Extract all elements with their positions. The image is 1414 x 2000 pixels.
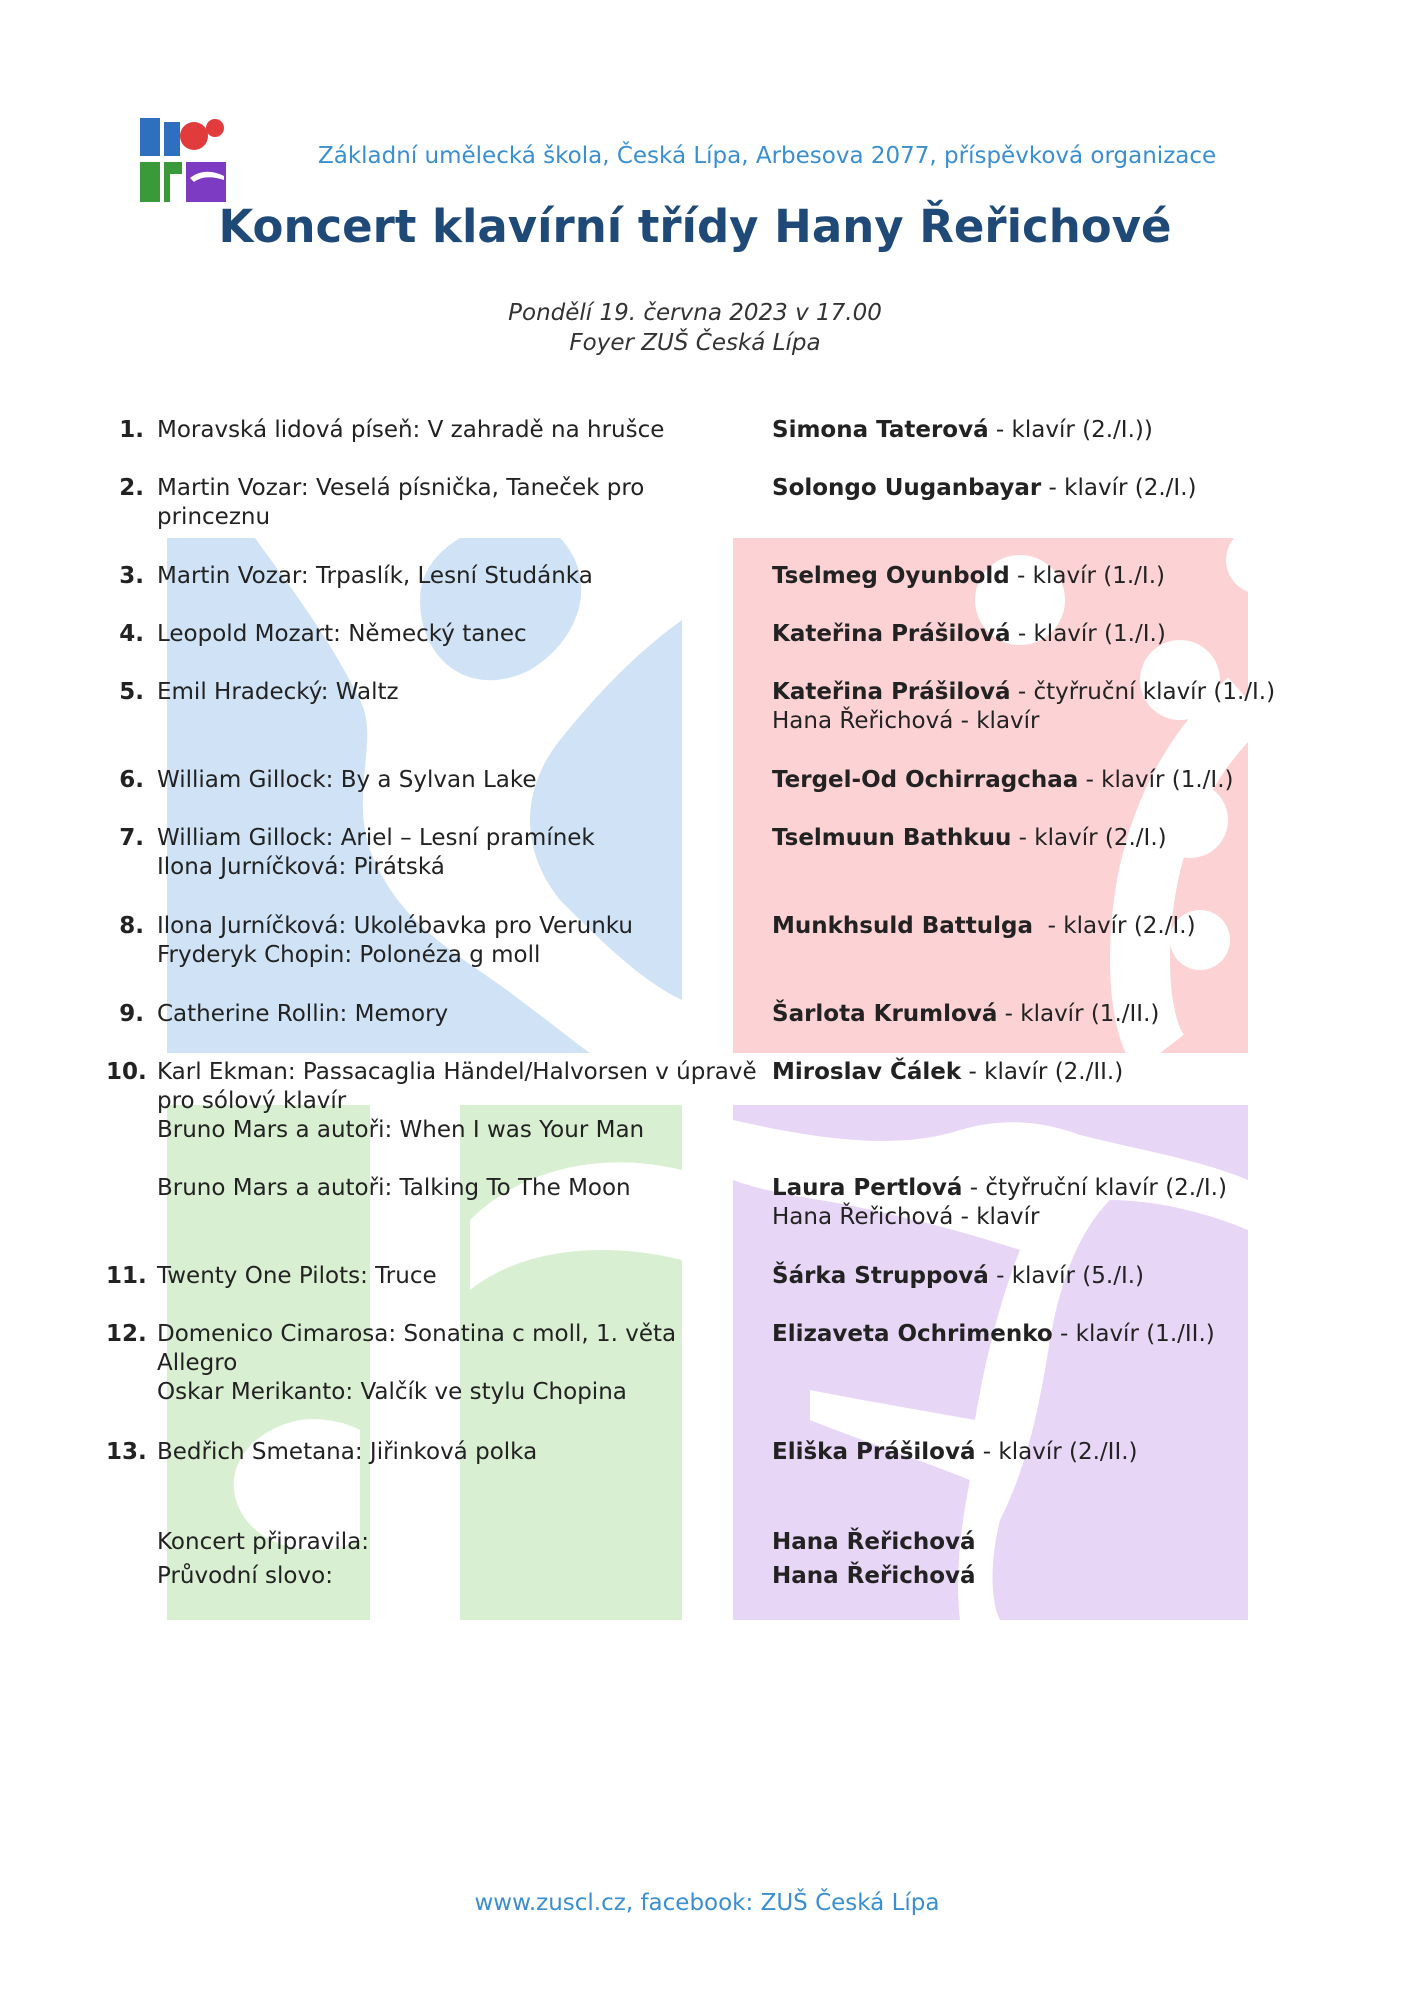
performer-detail: - klavír (2./I.) — [1033, 913, 1196, 939]
program-item-number: 7. — [119, 825, 144, 851]
organization-name: Základní umělecká škola, Česká Lípa, Arbesova 2077, příspěvková organizace — [318, 143, 1217, 169]
piece-title: Fryderyk Chopin: Polonéza g moll — [157, 942, 541, 968]
performer-detail: - klavír (2./II.) — [961, 1059, 1124, 1085]
performer-detail: - klavír (1./I.) — [1010, 621, 1166, 647]
performer-line — [772, 416, 1272, 445]
piece-title: Martin Vozar: Veselá písnička, Taneček pro — [157, 475, 645, 501]
performer-detail: Hana Řeřichová - klavír — [772, 708, 1040, 734]
program-item-number: 10. — [106, 1059, 147, 1085]
piece-title: Bruno Mars a autoři: When I was Your Man — [157, 1117, 645, 1143]
performer-line — [772, 707, 1272, 736]
credit-value: Hana Řeřichová — [772, 1563, 976, 1589]
program-item-performers — [772, 416, 1272, 445]
program-item-pieces — [157, 1262, 767, 1291]
performer-line — [772, 1000, 1272, 1029]
performer-line — [772, 1262, 1272, 1291]
program-item-pieces — [157, 1438, 767, 1467]
performer-name: Tergel-Od Ochirragchaa — [772, 767, 1079, 793]
program-item-number: 12. — [106, 1321, 147, 1347]
performer-detail: - klavír (1./I.) — [1078, 767, 1234, 793]
performer-name: Simona Taterová — [772, 417, 989, 443]
program-item-number: 6. — [119, 767, 144, 793]
program-item-performers — [772, 1174, 1272, 1232]
program-item-pieces — [157, 416, 767, 445]
performer-detail: - klavír (5./I.) — [988, 1263, 1145, 1289]
credit-label: Průvodní slovo: — [157, 1563, 333, 1589]
program-item-pieces — [157, 1320, 767, 1407]
performer-name: Miroslav Čálek — [772, 1059, 962, 1085]
piece-title: William Gillock: Ariel – Lesní pramínek — [157, 825, 595, 851]
performer-name: Šárka Struppová — [772, 1263, 989, 1289]
performer-detail: - klavír (2./I.)) — [988, 417, 1153, 443]
piece-title: Oskar Merikanto: Valčík ve stylu Chopina — [157, 1379, 627, 1405]
piece-title: Allegro — [157, 1350, 238, 1376]
program-item-pieces — [157, 1174, 767, 1203]
performer-line — [772, 1174, 1272, 1203]
performer-name: Munkhsuld Battulga — [772, 913, 1034, 939]
credit-label: Koncert připravila: — [157, 1529, 369, 1555]
program-item-performers — [772, 912, 1272, 941]
program-item-number: 1. — [119, 417, 144, 443]
program-item-performers — [772, 1438, 1272, 1467]
performer-detail: - klavír (2./II.) — [975, 1439, 1138, 1465]
performer-detail: - klavír (1./II.) — [997, 1001, 1160, 1027]
credit-value: Hana Řeřichová — [772, 1529, 976, 1555]
performer-detail: - klavír (1./I.) — [1009, 563, 1165, 589]
program-item-pieces — [157, 824, 767, 882]
program-item-performers — [772, 1000, 1272, 1029]
piece-title: Martin Vozar: Trpaslík, Lesní Studánka — [157, 563, 593, 589]
performer-name: Eliška Prášilová — [772, 1439, 976, 1465]
program-item-performers — [772, 1058, 1272, 1087]
program-item-performers — [772, 562, 1272, 591]
program-item-number: 3. — [119, 563, 144, 589]
program-item-performers — [772, 620, 1272, 649]
program-item-pieces — [157, 562, 767, 591]
performer-detail: - klavír (1./II.) — [1052, 1321, 1215, 1347]
piece-title: Leopold Mozart: Německý tanec — [157, 621, 527, 647]
piece-title: William Gillock: By a Sylvan Lake — [157, 767, 537, 793]
program-item-number: 8. — [119, 913, 144, 939]
performer-line — [772, 1320, 1272, 1349]
performer-line — [772, 678, 1276, 707]
performer-name: Kateřina Prášilová — [772, 621, 1011, 647]
piece-title: Twenty One Pilots: Truce — [157, 1263, 437, 1289]
program-item-performers — [772, 1262, 1272, 1291]
program-item-pieces — [157, 620, 767, 649]
program-item-performers — [772, 474, 1272, 503]
piece-title: Bruno Mars a autoři: Talking To The Moon — [157, 1175, 631, 1201]
program-item-number: 4. — [119, 621, 144, 647]
program-item-pieces — [157, 678, 767, 707]
program-item-pieces — [157, 912, 767, 970]
performer-line — [772, 766, 1272, 795]
footer-links: www.zuscl.cz, facebook: ZUŠ Česká Lípa — [474, 1890, 940, 1916]
piece-title: Moravská lidová píseň: V zahradě na hrušce — [157, 417, 665, 443]
program-item-number: 11. — [106, 1263, 147, 1289]
program-item-pieces — [157, 766, 767, 795]
program-item-number: 2. — [119, 475, 144, 501]
performer-detail: - klavír (2./I.) — [1041, 475, 1197, 501]
piece-title: Domenico Cimarosa: Sonatina c moll, 1. věta — [157, 1321, 677, 1347]
performer-line — [772, 1203, 1272, 1232]
program-item-pieces — [157, 1058, 767, 1145]
program-item-number: 9. — [119, 1001, 144, 1027]
performer-name: Solongo Uuganbayar — [772, 475, 1042, 501]
program-item-performers — [772, 766, 1272, 795]
piece-title: Ilona Jurníčková: Pirátská — [157, 854, 445, 880]
piece-title: Bedřich Smetana: Jiřinková polka — [157, 1439, 538, 1465]
performer-line — [772, 1058, 1272, 1087]
performer-name: Laura Pertlová — [772, 1175, 963, 1201]
performer-name: Tselmeg Oyunbold — [772, 563, 1010, 589]
performer-line — [772, 1438, 1272, 1467]
performer-name: Kateřina Prášilová — [772, 679, 1011, 705]
concert-date: Pondělí 19. června 2023 v 17.00 — [508, 300, 882, 326]
program-item-pieces — [157, 1000, 767, 1029]
performer-detail: - čtyřruční klavír (2./I.) — [962, 1175, 1227, 1201]
performer-line — [772, 620, 1272, 649]
piece-title: Ilona Jurníčková: Ukolébavka pro Verunku — [157, 913, 633, 939]
performer-name: Šarlota Krumlová — [772, 1001, 998, 1027]
performer-detail: Hana Řeřichová - klavír — [772, 1204, 1040, 1230]
program-item-performers — [772, 824, 1272, 853]
piece-title: Karl Ekman: Passacaglia Händel/Halvorsen v úpravě — [157, 1059, 757, 1085]
piece-title: Emil Hradecký: Waltz — [157, 679, 399, 705]
concert-venue: Foyer ZUŠ Česká Lípa — [569, 330, 821, 356]
performer-detail: - klavír (2./I.) — [1011, 825, 1167, 851]
program-item-number: 13. — [106, 1439, 147, 1465]
page-title: Koncert klavírní třídy Hany Řeřichové — [218, 200, 1172, 253]
performer-name: Elizaveta Ochrimenko — [772, 1321, 1053, 1347]
program-item-number: 5. — [119, 679, 144, 705]
piece-title: Catherine Rollin: Memory — [157, 1001, 449, 1027]
performer-line — [772, 562, 1272, 591]
program-item-performers — [772, 1320, 1272, 1349]
performer-line — [772, 824, 1272, 853]
performer-line — [772, 474, 1272, 503]
piece-title: princeznu — [157, 504, 271, 530]
performer-name: Tselmuun Bathkuu — [772, 825, 1012, 851]
program-item-performers — [772, 678, 1276, 736]
performer-line — [772, 912, 1272, 941]
piece-title: pro sólový klavír — [157, 1088, 347, 1114]
school-logo — [140, 118, 226, 202]
performer-detail: - čtyřruční klavír (1./I.) — [1010, 679, 1276, 705]
program-item-pieces — [157, 474, 767, 532]
